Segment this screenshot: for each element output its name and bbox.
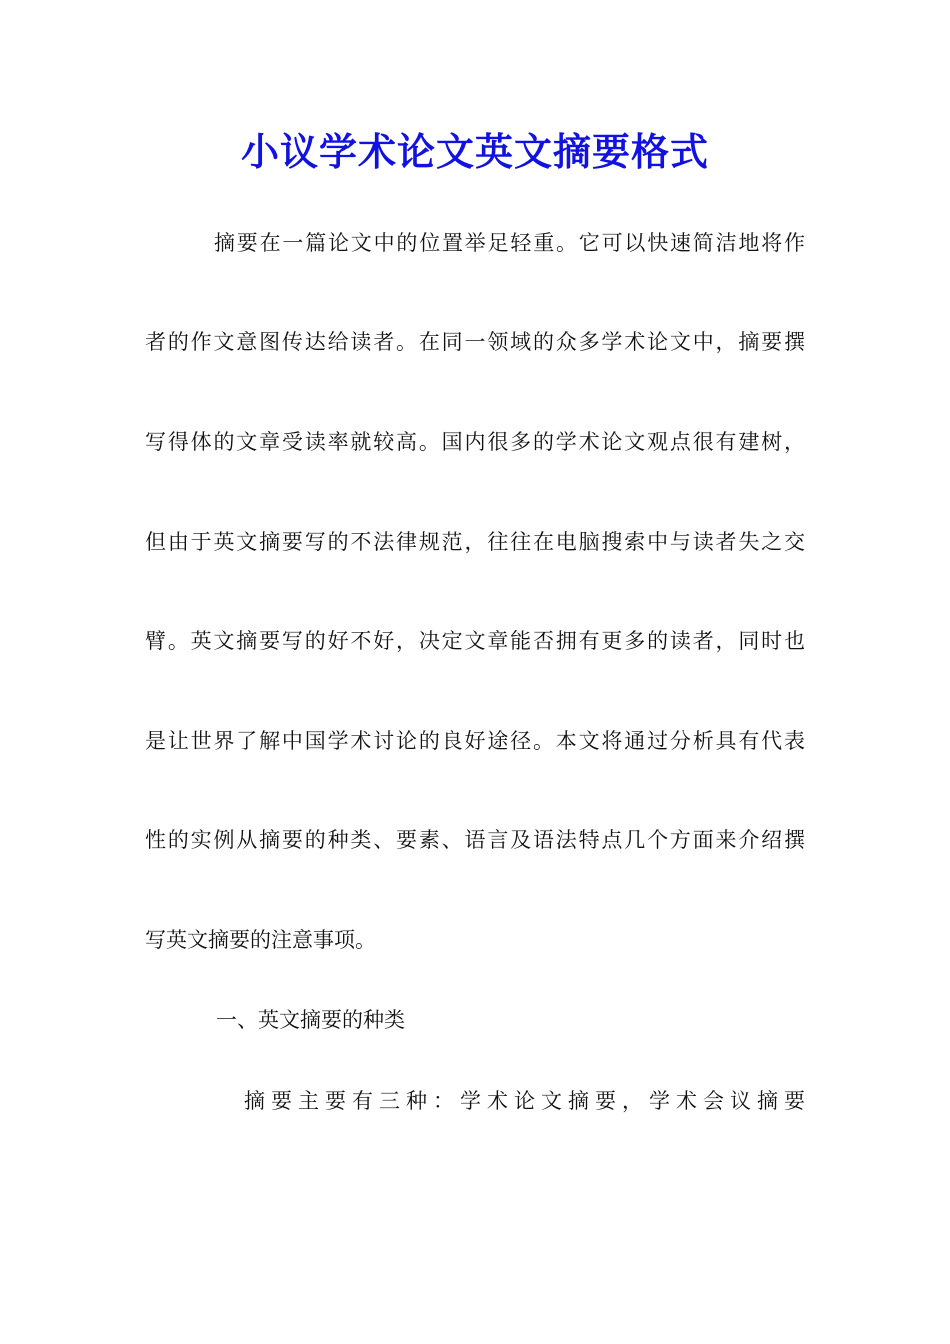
paragraph-line: 是让世界了解中国学术讨论的良好途径。本文将通过分析具有代表 <box>145 729 805 753</box>
section-heading: 一、英文摘要的种类 <box>216 1008 405 1032</box>
document-title: 小议学术论文英文摘要格式 <box>240 129 709 174</box>
paragraph-line: 性的实例从摘要的种类、要素、语言及语法特点几个方面来介绍撰 <box>145 828 805 852</box>
paragraph-line: 摘要主要有三种：学术论文摘要，学术会议摘要 <box>244 1089 805 1113</box>
paragraph-line: 者的作文意图传达给读者。在同一领域的众多学术论文中，摘要撰 <box>145 330 805 354</box>
paragraph-line: 臂。英文摘要写的好不好，决定文章能否拥有更多的读者，同时也 <box>145 629 805 653</box>
paragraph-line: 摘要在一篇论文中的位置举足轻重。它可以快速简洁地将作 <box>214 231 805 255</box>
paragraph-line: 写英文摘要的注意事项。 <box>145 928 376 952</box>
paragraph-line: 写得体的文章受读率就较高。国内很多的学术论文观点很有建树， <box>145 430 805 454</box>
paragraph-line: 但由于英文摘要写的不法律规范，往往在电脑搜索中与读者失之交 <box>145 530 805 554</box>
